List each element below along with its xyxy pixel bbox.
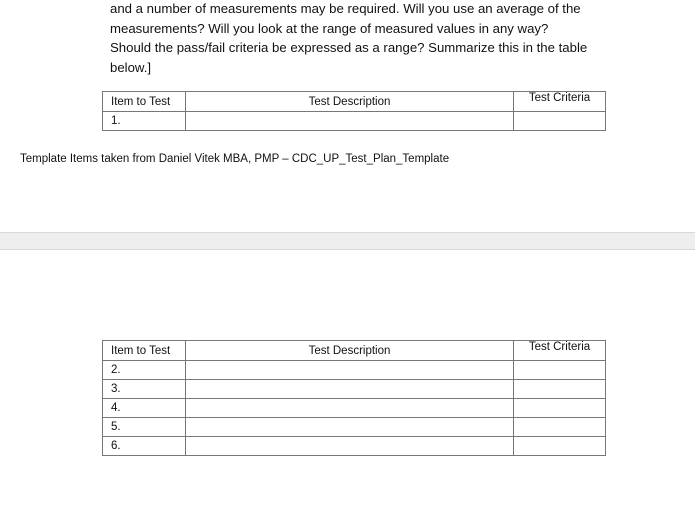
table-cell[interactable] [186, 112, 514, 131]
table-cell[interactable] [186, 380, 514, 399]
table-cell[interactable] [186, 399, 514, 418]
table-header-row [103, 341, 606, 361]
page-break-separator [0, 232, 695, 250]
header-item-to-test: Item to Test [103, 341, 186, 361]
table-cell[interactable] [186, 437, 514, 456]
table-cell[interactable]: 3. [103, 380, 186, 399]
table-cell[interactable] [514, 418, 606, 437]
header-item-to-test: Item to Test [103, 92, 186, 112]
table-row [103, 380, 606, 399]
table-cell[interactable] [186, 361, 514, 380]
table-cell[interactable]: 5. [103, 418, 186, 437]
table-cell[interactable] [514, 112, 606, 131]
header-test-criteria: Test Criteria [514, 92, 606, 112]
test-table-2 [102, 340, 606, 456]
table-row [103, 418, 606, 437]
table-cell[interactable]: 4. [103, 399, 186, 418]
table-row [103, 112, 606, 131]
table-header-row [103, 92, 606, 112]
intro-line: Should the pass/fail criteria be expressed as a range? Summarize this in the table [110, 40, 588, 55]
intro-line: measurements? Will you look at the range of measured values in any way? [110, 20, 549, 36]
table-row [103, 399, 606, 418]
table-cell[interactable] [514, 380, 606, 399]
header-test-criteria: Test Criteria [514, 341, 606, 361]
table-cell[interactable] [186, 418, 514, 437]
intro-paragraph [110, 0, 625, 77]
header-test-description: Test Description [186, 92, 514, 112]
attribution-text: Template Items taken from Daniel Vitek MBA, PMP – CDC_UP_Test_Plan_Template [20, 153, 450, 165]
intro-line: below.] [110, 59, 152, 75]
table-cell[interactable] [514, 437, 606, 456]
table-row [103, 437, 606, 456]
table-cell[interactable]: 2. [103, 361, 186, 380]
test-table-1 [102, 91, 606, 131]
table-cell[interactable]: 1. [103, 112, 186, 131]
intro-line: and a number of measurements may be required. Will you use an average of the [110, 1, 581, 16]
header-test-description: Test Description [186, 341, 514, 361]
table-row [103, 361, 606, 380]
table-cell[interactable]: 6. [103, 437, 186, 456]
table-cell[interactable] [514, 361, 606, 380]
table-cell[interactable] [514, 399, 606, 418]
